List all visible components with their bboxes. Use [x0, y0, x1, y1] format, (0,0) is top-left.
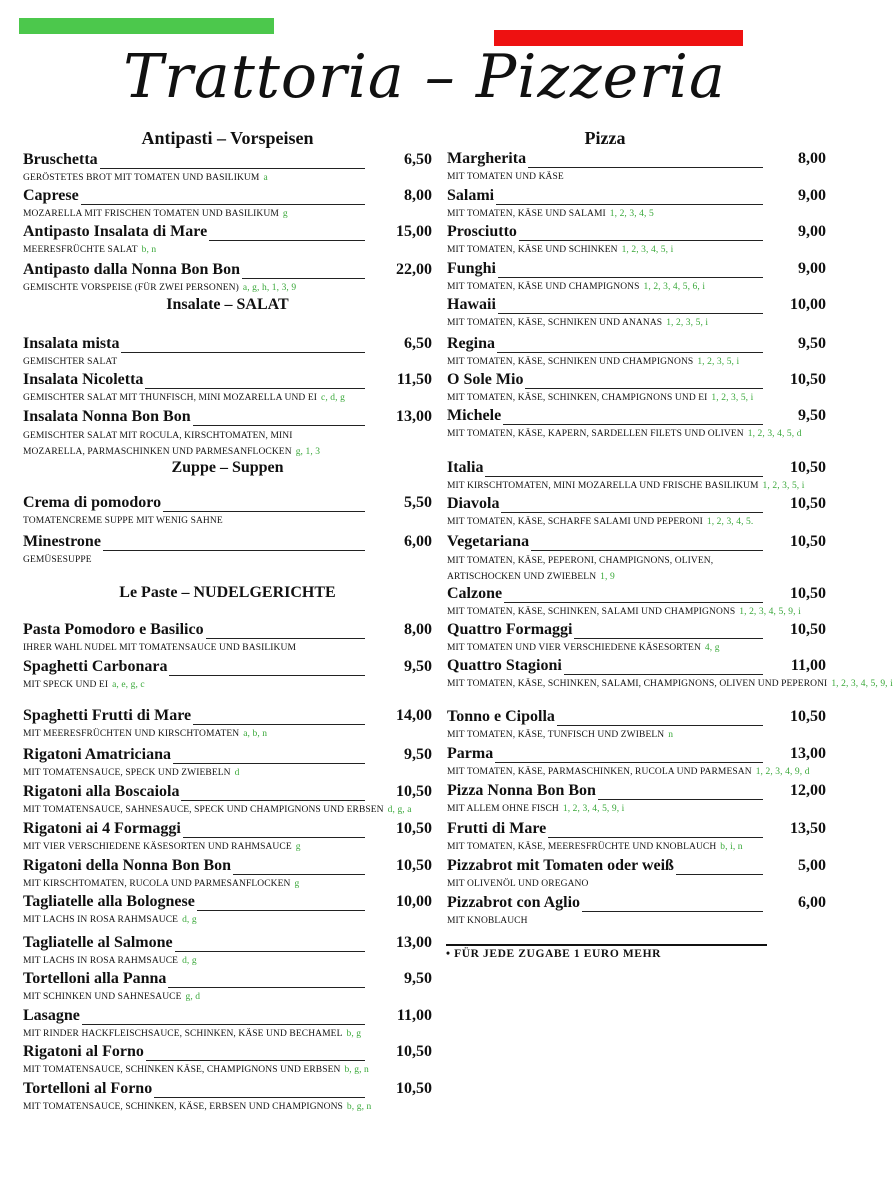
item-description	[23, 990, 200, 1004]
note-divider	[446, 944, 767, 946]
item-name: Spaghetti Carbonara	[23, 658, 168, 675]
menu-item	[23, 783, 432, 813]
item-description	[23, 913, 197, 927]
item-description	[447, 355, 739, 369]
item-description	[447, 207, 654, 221]
allergen-codes: b, n	[141, 245, 157, 255]
item-description	[23, 428, 345, 460]
item-name: Margherita	[447, 150, 527, 167]
allergen-codes: c, d, g	[321, 393, 345, 403]
menu-item	[447, 621, 826, 651]
item-price: 11,50	[396, 371, 432, 388]
menu-item	[23, 820, 432, 850]
item-name: Pasta Pomodoro e Basilico	[23, 621, 204, 638]
item-price: 9,50	[404, 970, 432, 987]
item-description-text: TOMATENCREME SUPPE MIT WENIG SAHNE	[23, 516, 223, 526]
item-description	[23, 678, 145, 692]
item-description	[23, 727, 267, 741]
item-price: 6,00	[404, 533, 432, 550]
allergen-codes: b, g, n	[346, 1102, 372, 1112]
item-description-text: MIT ALLEM OHNE FISCH	[447, 804, 559, 814]
menu-item	[23, 223, 432, 253]
menu-item	[23, 1080, 432, 1110]
item-name: Salami	[447, 187, 495, 204]
item-description-text: GERÖSTETES BROT MIT TOMATEN UND BASILIKUM	[23, 173, 260, 183]
item-description-text: MIT MEERESFRÜCHTEN UND KIRSCHTOMATEN	[23, 729, 240, 739]
menu-item	[447, 657, 893, 689]
menu-item	[447, 371, 826, 401]
item-description-text: MIT KIRSCHTOMATEN, MINI MOZARELLA UND FRISCHE BASILIKUM	[447, 481, 759, 491]
allergen-codes: 1, 2, 3, 5, i	[711, 393, 754, 403]
item-name: O Sole Mio	[447, 371, 524, 388]
item-price: 8,00	[798, 150, 826, 167]
section-title-insalate: Insalate – SALAT	[166, 296, 289, 313]
item-name: Quattro Stagioni	[447, 657, 562, 674]
item-description-text: MIT OLIVENÖL UND OREGANO	[447, 879, 589, 889]
item-description-text: MIT TOMATENSAUCE, SAHNESAUCE, SPECK UND CHAMPIGNONS UND ERBSEN	[23, 805, 384, 815]
item-description-text: MIT TOMATEN, KÄSE, PEPERONI, CHAMPIGNONS, OLIVEN, ARTISCHOCKEN UND ZWIEBELN	[447, 556, 714, 582]
allergen-codes: d, g	[182, 956, 197, 966]
item-name: Rigatoni della Nonna Bon Bon	[23, 857, 232, 874]
allergen-codes: 1, 2, 3, 5, i	[666, 318, 709, 328]
item-price: 9,00	[798, 223, 826, 240]
item-price: 10,50	[396, 1043, 432, 1060]
item-description-text: MIT TOMATEN, KÄSE, SCHNIKEN UND ANANAS	[447, 318, 663, 328]
item-name: Rigatoni alla Boscaiola	[23, 783, 180, 800]
allergen-codes: g	[294, 879, 300, 889]
item-name: Tagliatelle al Salmone	[23, 934, 173, 951]
item-price: 10,50	[396, 820, 432, 837]
menu-item	[23, 746, 432, 776]
item-description	[447, 877, 588, 891]
menu-item	[23, 934, 432, 964]
item-description-text: GEMISCHTE VORSPEISE (FÜR ZWEI PERSONEN)	[23, 283, 239, 293]
item-description-text: MIT KIRSCHTOMATEN, RUCOLA UND PARMESANFLOCKEN	[23, 879, 291, 889]
item-price: 13,00	[790, 745, 826, 762]
item-name: Insalata Nonna Bon Bon	[23, 408, 191, 425]
item-name: Lasagne	[23, 1007, 80, 1024]
item-price: 9,00	[798, 187, 826, 204]
item-description-text: MIT TOMATEN, KÄSE, KAPERN, SARDELLEN FILETS UND OLIVEN	[447, 429, 744, 439]
item-price: 9,50	[798, 335, 826, 352]
item-description-text: MIT LACHS IN ROSA RAHMSAUCE	[23, 915, 179, 925]
item-description	[23, 553, 92, 567]
item-description	[447, 553, 743, 585]
item-name: Tortelloni alla Panna	[23, 970, 167, 987]
item-price: 6,50	[404, 335, 432, 352]
menu-item	[447, 708, 826, 738]
item-description-text: MIT TOMATENSAUCE, SCHINKEN KÄSE, CHAMPIGNONS UND ERBSEN	[23, 1065, 341, 1075]
allergen-codes: b, g, n	[344, 1065, 369, 1075]
item-name: Antipasto Insalata di Mare	[23, 223, 208, 240]
item-description	[23, 281, 296, 295]
item-description-text: GEMISCHTER SALAT MIT ROCULA, KIRSCHTOMATEN, MINI MOZARELLA, PARMASCHINKEN UND PARMESANFLOCKEN	[23, 431, 293, 457]
menu-item	[23, 857, 432, 887]
allergen-codes: a	[263, 173, 268, 183]
item-name: Italia	[447, 459, 484, 476]
item-price: 10,50	[790, 533, 826, 550]
item-description	[447, 765, 810, 779]
menu-item	[23, 707, 432, 737]
item-description	[23, 766, 239, 780]
allergen-codes: 1, 2, 3, 4, 5, 9, i	[562, 804, 625, 814]
menu-item	[23, 335, 432, 365]
leader-line	[447, 476, 763, 477]
menu-item	[447, 745, 826, 775]
item-price: 9,50	[404, 658, 432, 675]
item-name: Pizzabrot con Aglio	[447, 894, 581, 911]
allergen-codes: d	[234, 768, 240, 778]
item-description-text: MIT TOMATEN, KÄSE UND CHAMPIGNONS	[447, 282, 640, 292]
item-description	[447, 479, 805, 493]
item-name: Parma	[447, 745, 494, 762]
item-description	[447, 605, 801, 619]
allergen-codes: 1, 2, 3, 4, 5, d	[747, 429, 802, 439]
item-name: Antipasto dalla Nonna Bon Bon	[23, 261, 240, 278]
item-name: Insalata mista	[23, 335, 120, 352]
allergen-codes: a, e, g, c	[112, 680, 145, 690]
allergen-codes: d, g	[182, 915, 197, 925]
section-title-paste: Le Paste – NUDELGERICHTE	[119, 584, 336, 601]
item-name: Rigatoni Amatriciana	[23, 746, 171, 763]
item-price: 10,00	[790, 296, 826, 313]
item-name: Pizza Nonna Bon Bon	[447, 782, 596, 799]
menu-item	[447, 223, 826, 253]
menu-item	[23, 494, 432, 524]
item-description-text: MIT VIER VERSCHIEDENE KÄSESORTEN UND RAHMSAUCE	[23, 842, 292, 852]
menu-item	[23, 151, 432, 181]
allergen-codes: b, g	[346, 1029, 362, 1039]
item-name: Vegetariana	[447, 533, 530, 550]
allergen-codes: 1, 2, 3, 4, 5, 6, i	[643, 282, 706, 292]
allergen-codes: d, g, a	[387, 805, 412, 815]
item-price: 10,50	[396, 783, 432, 800]
item-description-text: GEMÜSESUPPE	[23, 555, 92, 565]
item-price: 10,50	[396, 857, 432, 874]
italian-flag-green-bar	[19, 18, 274, 34]
item-name: Michele	[447, 407, 502, 424]
menu-item	[447, 782, 826, 812]
item-price: 10,50	[790, 621, 826, 638]
item-price: 9,00	[798, 260, 826, 277]
section-title-antipasti: Antipasti – Vorspeisen	[141, 128, 314, 148]
item-description-text: MIT KNOBLAUCH	[447, 916, 528, 926]
item-description-text: MIT TOMATEN, KÄSE, PARMASCHINKEN, RUCOLA UND PARMESAN	[447, 767, 752, 777]
menu-item	[447, 533, 826, 582]
item-name: Frutti di Mare	[447, 820, 547, 837]
allergen-codes: g	[295, 842, 301, 852]
section-title-pizza: Pizza	[584, 128, 626, 148]
item-description-text: IHRER WAHL NUDEL MIT TOMATENSAUCE UND BASILIKUM	[23, 643, 296, 653]
menu-item	[447, 585, 826, 615]
item-name: Tonno e Cipolla	[447, 708, 555, 725]
item-price: 10,50	[790, 585, 826, 602]
item-description	[23, 1063, 369, 1077]
item-description	[23, 840, 301, 854]
item-name: Regina	[447, 335, 495, 352]
menu-item	[447, 407, 826, 437]
item-description-text: MIT TOMATEN UND KÄSE	[447, 172, 564, 182]
item-name: Insalata Nicoletta	[23, 371, 144, 388]
item-name: Rigatoni al Forno	[23, 1043, 144, 1060]
menu-item	[23, 371, 432, 401]
allergen-codes: a, g, h, 1, 3, 9	[242, 283, 297, 293]
item-price: 13,00	[396, 408, 432, 425]
item-description-text: GEMISCHTER SALAT	[23, 357, 118, 367]
allergen-codes: 1, 2, 3, 4, 5.	[706, 517, 754, 527]
item-price: 5,50	[404, 494, 432, 511]
menu-item	[23, 533, 432, 563]
item-description-text: MIT TOMATEN, KÄSE, SCHNIKEN UND CHAMPIGNONS	[447, 357, 694, 367]
item-description	[447, 280, 705, 294]
item-price: 11,00	[790, 657, 826, 674]
allergen-codes: 1, 2, 3, 5, i	[762, 481, 805, 491]
item-price: 11,00	[396, 1007, 432, 1024]
item-description	[447, 641, 720, 655]
allergen-codes: 1, 2, 3, 4, 5, 9, i	[739, 607, 801, 617]
menu-item	[23, 1043, 432, 1073]
item-name: Tagliatelle alla Bolognese	[23, 893, 195, 910]
item-description-text: MIT RINDER HACKFLEISCHSAUCE, SCHINKEN, KÄSE UND BECHAMEL	[23, 1029, 343, 1039]
item-description	[23, 391, 345, 405]
item-description	[447, 515, 753, 529]
allergen-codes: 1, 2, 3, 4, 5, i	[621, 245, 674, 255]
item-description-text: MIT SCHINKEN UND SAHNESAUCE	[23, 992, 182, 1002]
menu-item	[23, 187, 432, 217]
menu-item	[447, 187, 826, 217]
allergen-codes: a, b, n	[243, 729, 268, 739]
allergen-codes: g, 1, 3	[295, 447, 321, 457]
item-price: 13,50	[790, 820, 826, 837]
item-name: Crema di pomodoro	[23, 494, 162, 511]
item-price: 6,00	[798, 894, 826, 911]
item-description-text: MIT TOMATEN, KÄSE, TUNFISCH UND ZWIBELN	[447, 730, 665, 740]
item-description-text: MIT TOMATEN, KÄSE UND SALAMI	[447, 209, 606, 219]
item-name: Rigatoni ai 4 Formaggi	[23, 820, 181, 837]
item-description	[23, 514, 223, 528]
menu-item	[23, 893, 432, 923]
item-description-text: MIT SPECK UND EI	[23, 680, 109, 690]
item-description	[447, 427, 802, 441]
allergen-codes: 1, 2, 3, 4, 5	[609, 209, 654, 219]
item-description-text: MIT LACHS IN ROSA RAHMSAUCE	[23, 956, 179, 966]
item-description	[23, 877, 299, 891]
item-description-text: GEMISCHTER SALAT MIT THUNFISCH, MINI MOZARELLA UND EI	[23, 393, 318, 403]
item-description	[23, 1027, 361, 1041]
menu-item	[23, 658, 432, 688]
menu-item	[447, 495, 826, 525]
item-name: Tortelloni al Forno	[23, 1080, 153, 1097]
item-description	[447, 316, 708, 330]
item-name: Quattro Formaggi	[447, 621, 573, 638]
item-price: 10,50	[790, 708, 826, 725]
item-description	[447, 802, 624, 816]
item-name: Calzone	[447, 585, 503, 602]
item-price: 10,50	[396, 1080, 432, 1097]
item-price: 10,50	[790, 459, 826, 476]
item-description-text: MIT TOMATENSAUCE, SPECK UND ZWIEBELN	[23, 768, 231, 778]
item-description	[447, 914, 528, 928]
item-name: Caprese	[23, 187, 79, 204]
item-name: Funghi	[447, 260, 496, 277]
menu-item	[23, 408, 432, 457]
section-title-zuppe: Zuppe – Suppen	[171, 459, 284, 476]
item-description	[447, 243, 673, 257]
menu-item	[447, 335, 826, 365]
item-price: 6,50	[404, 151, 432, 168]
allergen-codes: g, d	[185, 992, 201, 1002]
item-price: 22,00	[396, 261, 432, 278]
item-name: Prosciutto	[447, 223, 517, 240]
item-description	[447, 840, 743, 854]
item-price: 13,00	[396, 934, 432, 951]
menu-item	[447, 260, 826, 290]
item-price: 8,00	[404, 187, 432, 204]
item-description	[23, 1100, 371, 1114]
menu-item	[23, 970, 432, 1000]
item-name: Pizzabrot mit Tomaten oder weiß	[447, 857, 674, 874]
item-description	[447, 391, 753, 405]
item-description-text: MIT TOMATEN, KÄSE, SCHINKEN, CHAMPIGNONS UND EI	[447, 393, 708, 403]
allergen-codes: 1, 2, 3, 4, 5, 9, i	[831, 679, 893, 689]
menu-item	[447, 894, 826, 924]
item-name: Bruschetta	[23, 151, 98, 168]
item-description-text: MIT TOMATEN, KÄSE, SCHARFE SALAMI UND PEPERONI	[447, 517, 703, 527]
item-name: Minestrone	[23, 533, 101, 550]
item-description-text: MIT TOMATEN, KÄSE, SCHINKEN, SALAMI UND CHAMPIGNONS	[447, 607, 736, 617]
item-description	[447, 170, 564, 184]
menu-item	[447, 820, 826, 850]
menu-item	[447, 150, 826, 180]
allergen-codes: 1, 9	[600, 572, 615, 582]
item-price: 9,50	[404, 746, 432, 763]
item-description-text: MEERESFRÜCHTE SALAT	[23, 245, 138, 255]
allergen-codes: 1, 2, 3, 4, 9, d	[755, 767, 810, 777]
item-description	[23, 355, 117, 369]
menu-item	[447, 857, 826, 887]
item-description	[23, 171, 268, 185]
item-description	[23, 641, 296, 655]
allergen-codes: 1, 2, 3, 5, i	[697, 357, 740, 367]
item-description	[23, 207, 288, 221]
item-description	[23, 803, 412, 817]
restaurant-title: Trattoria – Pizzeria	[123, 42, 726, 112]
menu-item	[23, 621, 432, 651]
item-name: Diavola	[447, 495, 500, 512]
item-description	[447, 728, 673, 742]
extras-note: • FÜR JEDE ZUGABE 1 EURO MEHR	[446, 948, 662, 960]
allergen-codes: b, i, n	[720, 842, 743, 852]
menu-item	[447, 459, 826, 489]
item-description-text: MIT TOMATEN UND VIER VERSCHIEDENE KÄSESORTEN	[447, 643, 701, 653]
item-price: 14,00	[396, 707, 432, 724]
item-name: Hawaii	[447, 296, 496, 313]
item-price: 15,00	[396, 223, 432, 240]
item-price: 10,50	[790, 371, 826, 388]
item-price: 8,00	[404, 621, 432, 638]
menu-item	[23, 1007, 432, 1037]
allergen-codes: 4, g	[704, 643, 720, 653]
allergen-codes: g	[282, 209, 288, 219]
item-description-text: MIT TOMATEN, KÄSE, MEERESFRÜCHTE UND KNOBLAUCH	[447, 842, 717, 852]
item-price: 12,00	[790, 782, 826, 799]
menu-item	[447, 296, 826, 326]
item-description-text: MOZARELLA MIT FRISCHEN TOMATEN UND BASILIKUM	[23, 209, 279, 219]
item-description-text: MIT TOMATENSAUCE, SCHINKEN, KÄSE, ERBSEN UND CHAMPIGNONS	[23, 1102, 343, 1112]
menu-item	[23, 261, 432, 291]
item-description-text: MIT TOMATEN, KÄSE, SCHINKEN, SALAMI, CHAMPIGNONS, OLIVEN UND PEPERONI	[447, 679, 828, 689]
allergen-codes: n	[668, 730, 674, 740]
item-description-text: MIT TOMATEN, KÄSE UND SCHINKEN	[447, 245, 618, 255]
item-price: 9,50	[798, 407, 826, 424]
item-name: Spaghetti Frutti di Mare	[23, 707, 192, 724]
item-description	[23, 243, 156, 257]
item-description	[23, 954, 197, 968]
item-description	[447, 677, 893, 691]
item-price: 10,00	[396, 893, 432, 910]
item-price: 5,00	[798, 857, 826, 874]
item-price: 10,50	[790, 495, 826, 512]
